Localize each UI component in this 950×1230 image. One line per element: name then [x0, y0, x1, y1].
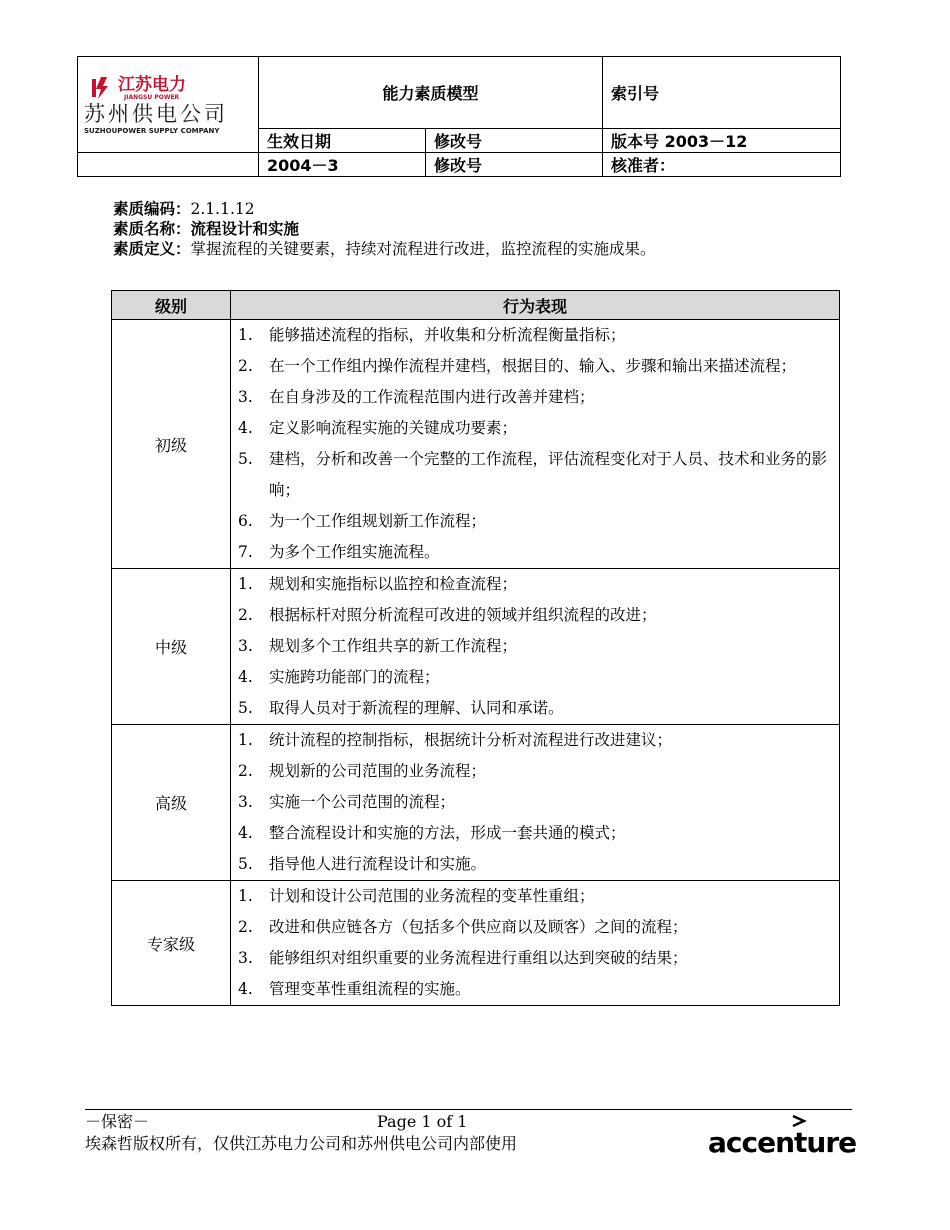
behavior-item-number: 5. [238, 450, 253, 468]
behavior-item-text: 实施一个公司范围的流程； [269, 793, 456, 811]
behavior-item-number: 3. [238, 637, 253, 655]
behavior-item [237, 818, 831, 849]
behavior-item-number: 6. [238, 512, 253, 530]
logo-jiangsu-power-en: JIANGSU POWER [124, 93, 180, 101]
behavior-item [237, 444, 831, 506]
behavior-item-number: 4. [238, 419, 253, 437]
behavior-list [237, 725, 831, 880]
behavior-column-header: 行为表现 [231, 291, 840, 320]
behavior-item [237, 849, 831, 880]
level-cell: 高级 [112, 725, 231, 881]
table-row [112, 725, 840, 881]
competency-name-line [113, 219, 656, 239]
behavior-item-number: 4. [238, 668, 253, 686]
behavior-item [237, 600, 831, 631]
level-cell: 专家级 [112, 881, 231, 1006]
competency-definition-line [113, 239, 656, 259]
approver-label: 核准者： [603, 153, 841, 177]
behavior-item [237, 569, 831, 600]
behavior-item-text: 实施跨功能部门的流程； [269, 668, 440, 686]
behavior-item-number: 2. [238, 918, 253, 936]
behavior-item [237, 631, 831, 662]
index-label: 索引号 [603, 57, 841, 129]
table-row [112, 320, 840, 569]
behavior-item-text: 根据标杆对照分析流程可改进的领域并组织流程的改进； [269, 606, 657, 624]
behavior-item [237, 725, 831, 756]
behavior-cell [231, 881, 840, 1006]
behavior-item-text: 在自身涉及的工作流程范围内进行改善并建档； [269, 388, 595, 406]
behavior-item-text: 整合流程设计和实施的方法，形成一套共通的模式； [269, 824, 626, 842]
name-label: 素质名称： [113, 220, 191, 238]
behavior-cell [231, 569, 840, 725]
behavior-item-text: 规划多个工作组共享的新工作流程； [269, 637, 518, 655]
behavior-item-text: 计划和设计公司范围的业务流程的变革性重组； [269, 887, 595, 905]
behavior-item [237, 693, 831, 724]
behavior-cell [231, 320, 840, 569]
behavior-item-number: 1. [238, 575, 253, 593]
behavior-list [237, 569, 831, 724]
behavior-item-text: 定义影响流程实施的关键成功要素； [269, 419, 518, 437]
behavior-item [237, 881, 831, 912]
behavior-item-number: 3. [238, 949, 253, 967]
competency-code-line [113, 199, 656, 219]
behavior-item-number: 1. [238, 887, 253, 905]
behavior-cell [231, 725, 840, 881]
behavior-item-number: 7. [238, 543, 253, 561]
definition-label: 素质定义： [113, 240, 191, 258]
behavior-item [237, 943, 831, 974]
behavior-item [237, 413, 831, 444]
revision-label: 修改号 [426, 129, 603, 153]
behavior-item-number: 1. [238, 326, 253, 344]
level-cell: 中级 [112, 569, 231, 725]
definition-value: 掌握流程的关键要素，持续对流程进行改进，监控流程的实施成果。 [190, 240, 656, 258]
behavior-item-number: 5. [238, 855, 253, 873]
footer-divider [85, 1109, 852, 1110]
logo-jiangsu-power-cn: 江苏电力 [118, 74, 186, 95]
level-cell: 初级 [112, 320, 231, 569]
behavior-item [237, 506, 831, 537]
logo-suzhou-power-en: SUZHOUPOWER SUPPLY COMPANY [84, 126, 220, 135]
behavior-item [237, 756, 831, 787]
behavior-list [237, 881, 831, 1005]
revision-label-2: 修改号 [426, 153, 603, 177]
behavior-item [237, 351, 831, 382]
behavior-item-text: 统计流程的控制指标，根据统计分析对流程进行改进建议； [269, 731, 673, 749]
behavior-item [237, 912, 831, 943]
confidential-label: －保密－ [85, 1112, 150, 1131]
level-column-header: 级别 [112, 291, 231, 320]
behavior-item-text: 为一个工作组规划新工作流程； [269, 512, 487, 530]
behavior-item [237, 787, 831, 818]
version-label: 版本号 2003－12 [603, 129, 841, 153]
behavior-item [237, 974, 831, 1005]
page-number: Page 1 of 1 [377, 1112, 468, 1131]
behavior-item-text: 改进和供应链各方（包括多个供应商以及顾客）之间的流程； [269, 918, 688, 936]
behavior-item-number: 4. [238, 980, 253, 998]
logo-suzhou-power-cn: 苏州供电公司 [84, 101, 228, 126]
behavior-item-number: 2. [238, 606, 253, 624]
behavior-item-text: 取得人员对于新流程的理解、认同和承诺。 [269, 699, 564, 717]
effective-date-value: 2004－3 [259, 153, 426, 177]
competency-meta [113, 199, 656, 259]
code-label: 素质编码： [113, 200, 191, 218]
behavior-item-number: 4. [238, 824, 253, 842]
behavior-item [237, 662, 831, 693]
behavior-item-number: 2. [238, 357, 253, 375]
table-header-row [112, 291, 840, 320]
behavior-item-text: 能够描述流程的指标，并收集和分析流程衡量指标； [269, 326, 626, 344]
company-logo [84, 74, 244, 136]
behavior-item-number: 5. [238, 699, 253, 717]
table-row [112, 569, 840, 725]
company-logo-cell [78, 57, 259, 153]
name-value: 流程设计和实施 [190, 220, 300, 238]
behavior-list [237, 320, 831, 568]
behavior-item-number: 3. [238, 388, 253, 406]
behavior-item-text: 为多个工作组实施流程。 [269, 543, 440, 561]
empty-cell [78, 153, 259, 177]
document-header-table [77, 56, 841, 177]
behavior-item [237, 537, 831, 568]
behavior-item-text: 管理变革性重组流程的实施。 [269, 980, 471, 998]
behavior-item-text: 规划和实施指标以监控和检查流程； [269, 575, 518, 593]
behavior-item-text: 在一个工作组内操作流程并建档，根据目的、输入、步骤和输出来描述流程； [269, 357, 797, 375]
behavior-item-text: 建档，分析和改善一个完整的工作流程，评估流程变化对于人员、技术和业务的影响； [269, 450, 828, 499]
code-value: 2.1.1.12 [190, 200, 255, 218]
behavior-item-number: 3. [238, 793, 253, 811]
behavior-item-number: 2. [238, 762, 253, 780]
effective-date-label: 生效日期 [259, 129, 426, 153]
copyright-notice: 埃森哲版权所有，仅供江苏电力公司和苏州供电公司内部使用 [85, 1134, 518, 1153]
accenture-wordmark: accenture [708, 1126, 857, 1159]
table-row [112, 881, 840, 1006]
behavior-item-text: 能够组织对组织重要的业务流程进行重组以达到突破的结果； [269, 949, 688, 967]
behavior-item-number: 1. [238, 731, 253, 749]
behavior-item [237, 320, 831, 351]
document-title: 能力素质模型 [259, 57, 603, 129]
behavior-level-table [111, 290, 840, 1006]
behavior-item-text: 规划新的公司范围的业务流程； [269, 762, 487, 780]
behavior-item [237, 382, 831, 413]
behavior-item-text: 指导他人进行流程设计和实施。 [269, 855, 487, 873]
power-logo-icon [92, 76, 114, 100]
accenture-logo [708, 1114, 857, 1162]
